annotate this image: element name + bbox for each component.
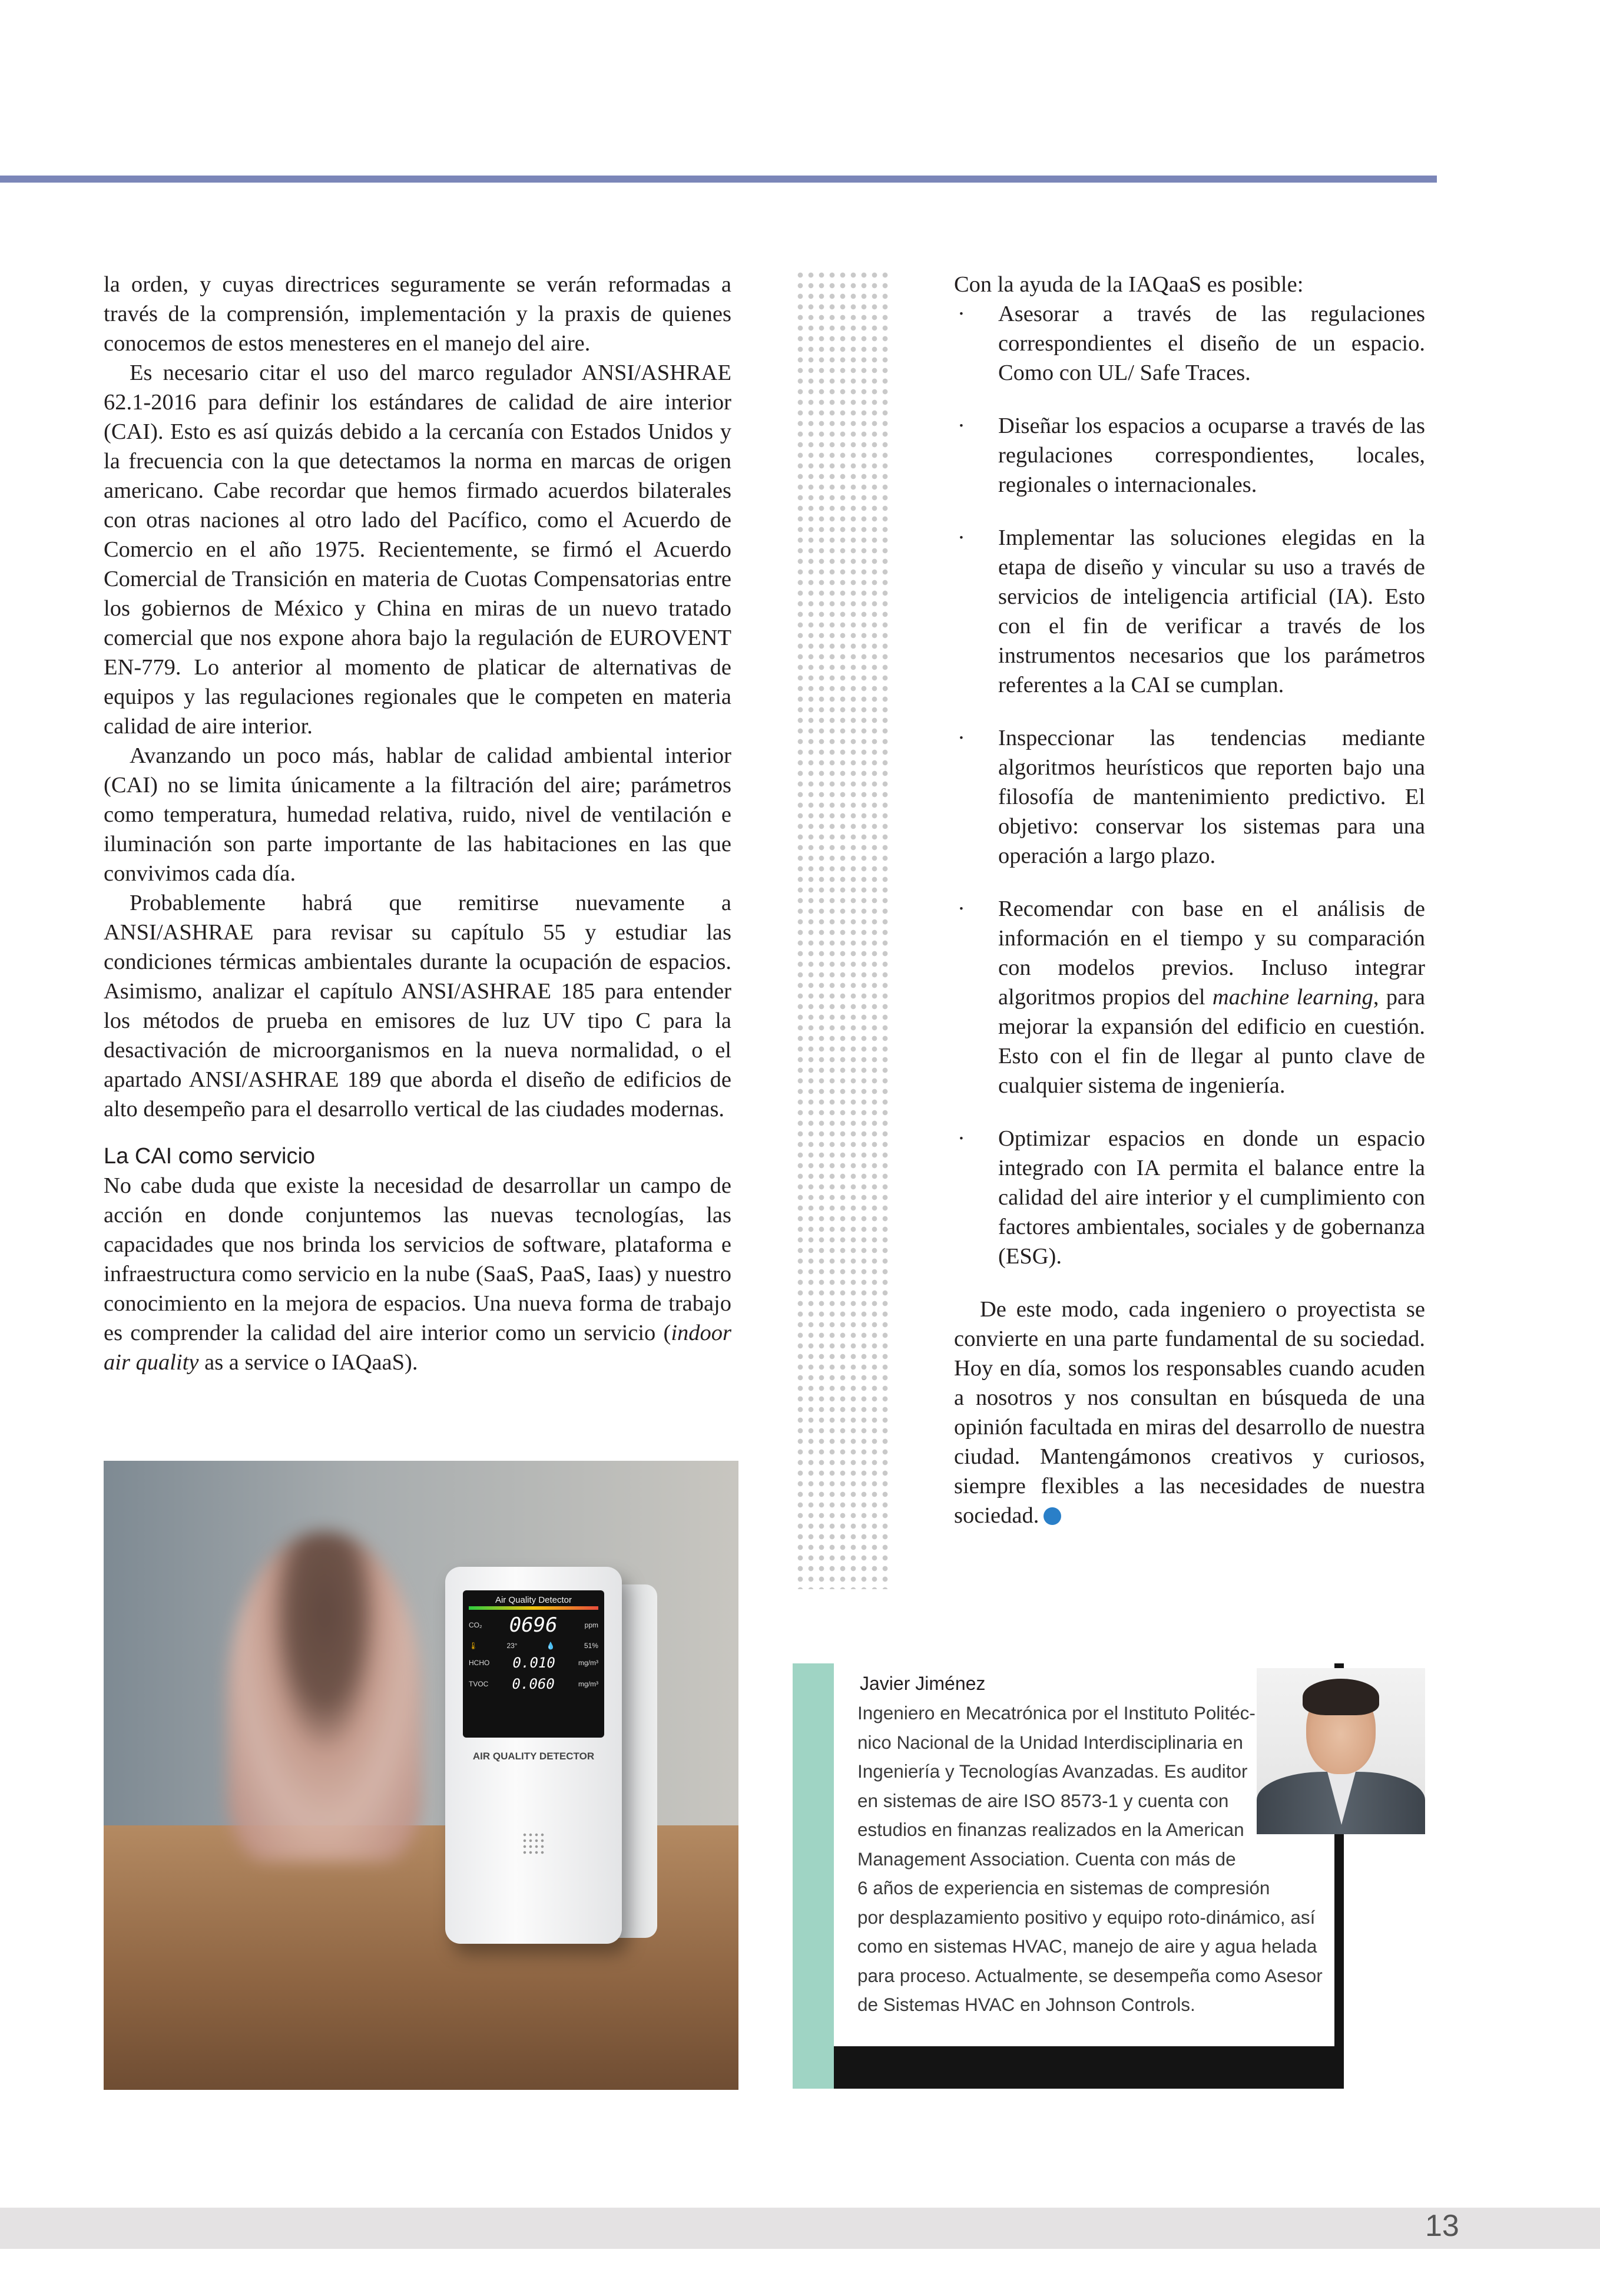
tvoc-value: 0.060 bbox=[512, 1676, 555, 1692]
hcho-value: 0.010 bbox=[512, 1655, 555, 1671]
footer-band bbox=[0, 2208, 1600, 2249]
hcho-label: HCHO bbox=[469, 1659, 490, 1667]
bio-line: Ingeniería y Tecnologías Avanzadas. Es auditor bbox=[857, 1761, 1248, 1782]
bullet-icon: · bbox=[958, 525, 965, 550]
top-rule bbox=[0, 176, 1437, 183]
bio-line: en sistemas de aire ISO 8573-1 y cuenta con bbox=[857, 1789, 1229, 1811]
bio-line: Ingeniero en Mecatrónica por el Instituto Politéc- bbox=[857, 1702, 1256, 1723]
co2-label: CO₂ bbox=[469, 1621, 482, 1629]
bullet-icon: · bbox=[958, 1126, 965, 1151]
list-item bbox=[954, 299, 1425, 388]
page-number: 13 bbox=[1425, 2209, 1459, 2243]
list-item-text-b: , para mejorar la expansión del edificio en cuestión. Esto con el fin de llegar al punto clave de cualquier sistema de ingeniería. bbox=[998, 985, 1425, 1098]
headshot-hair bbox=[1303, 1679, 1379, 1715]
thermometer-icon: 🌡 bbox=[469, 1642, 478, 1650]
list-item-text: Diseñar los espacios a ocuparse a través de las regulaciones correspondientes, locales, regionales o internacionales. bbox=[998, 413, 1425, 497]
section-heading: La CAI como servicio bbox=[104, 1144, 316, 1169]
droplet-icon: 💧 bbox=[546, 1642, 555, 1650]
bullet-list bbox=[954, 299, 1425, 1271]
list-item-text: Optimizar espacios en donde un espacio integrado con IA permita el balance entre la calidad del aire interior y el cumplimiento con factores ambientales, sociales y de gobernanza (ESG). bbox=[998, 1126, 1425, 1269]
bullet-icon: · bbox=[958, 896, 965, 921]
author-bio bbox=[857, 1699, 1323, 2020]
list-item bbox=[954, 723, 1425, 871]
end-mark-icon bbox=[1044, 1507, 1061, 1525]
bio-line: para proceso. Actualmente, se desempeña como Asesor bbox=[857, 1964, 1323, 1986]
bio-line: Management Association. Cuenta con más de bbox=[857, 1848, 1236, 1870]
tvoc-row bbox=[463, 1673, 604, 1695]
quality-scale-bar bbox=[469, 1606, 598, 1610]
device-stand bbox=[616, 1584, 657, 1938]
list-item-text: Asesorar a través de las regulaciones correspondientes el diseño de un espacio. Como con UL/ Safe Traces. bbox=[998, 302, 1425, 385]
co2-row bbox=[463, 1611, 604, 1639]
screen-title: Air Quality Detector bbox=[495, 1595, 572, 1605]
bio-accent-bar bbox=[793, 1663, 834, 2089]
bullet-icon: · bbox=[958, 726, 965, 750]
article-photo bbox=[104, 1461, 738, 2090]
paragraph-5-italic: indoor air quality bbox=[104, 1321, 731, 1375]
paragraph-5 bbox=[104, 1171, 731, 1377]
list-item-text: Implementar las soluciones elegidas en la etapa de diseño y vincular su uso a través de servicios de inteligencia artificial (IA). Esto con el fin de verificar a través de los instrumentos necesarios que los parámetros referentes a la CAI se cumplan. bbox=[998, 525, 1425, 697]
list-intro: Con la ayuda de la IAQaaS es posible: bbox=[954, 272, 1304, 297]
bio-line: nico Nacional de la Unidad Interdisciplinaria en bbox=[857, 1731, 1243, 1753]
list-item bbox=[954, 894, 1425, 1100]
paragraph-1: la orden, y cuyas directrices seguramente se verán reformadas a través de la comprensión, implementación y la praxis de quienes conocemos de estos menesteres en el manejo del aire. bbox=[104, 272, 731, 356]
closing-text: De este modo, cada ingeniero o proyectista se convierte en una parte fundamental de su sociedad. Hoy en día, somos los responsables cuando acuden a nosotros y nos consultan en búsqueda de una opinión facultada en miras del desarrollo de nuestra ciudad. Mantengámonos creativos y curiosos, siempre flexibles a las necesidades de nuestra sociedad. bbox=[954, 1297, 1425, 1528]
bullet-icon: · bbox=[958, 413, 965, 438]
device-brand-label: AIR QUALITY DETECTOR bbox=[472, 1751, 595, 1762]
climate-row bbox=[463, 1639, 604, 1652]
hcho-unit: mg/m³ bbox=[578, 1659, 598, 1667]
bio-line: 6 años de experiencia en sistemas de compresión bbox=[857, 1877, 1270, 1898]
bullet-icon: · bbox=[958, 302, 965, 326]
paragraph-3: Avanzando un poco más, hablar de calidad ambiental interior (CAI) no se limita únicamente a la filtración del aire; parámetros como temperatura, humedad relativa, ruido, nivel de ventilación e iluminación son parte importante de las habitaciones en las que convivimos cada día. bbox=[104, 743, 731, 886]
paragraph-5-text-a: No cabe duda que existe la necesidad de desarrollar un campo de acción en donde conjuntemos las nuevas tecnologías, las capacidades que nos brinda los servicios de software, plataforma e infraestructura como servicio en la nube (SaaS, PaaS, Iaas) y nuestro conocimiento en la mejora de espacios. Una nueva forma de trabajo es comprender la calidad del aire interior como un servicio ( bbox=[104, 1173, 731, 1345]
left-column bbox=[104, 270, 731, 1377]
bio-line: de Sistemas HVAC en Johnson Controls. bbox=[857, 1994, 1195, 2015]
closing-paragraph bbox=[954, 1295, 1425, 1530]
list-item bbox=[954, 1124, 1425, 1271]
list-item-text: Inspeccionar las tendencias mediante algoritmos heurísticos que reporten bajo una filosofía de mantenimiento predictivo. El objetivo: conservar los sistemas para una operación a largo plazo. bbox=[998, 726, 1425, 868]
tvoc-label: TVOC bbox=[469, 1680, 489, 1688]
paragraph-2: Es necesario citar el uso del marco regulador ANSI/ASHRAE 62.1-2016 para definir los estándares de calidad de aire interior (CAI). Esto es así quizás debido a la cercanía con Estados Unidos y la frecuencia con la que detectamos la norma en marcas de origen americano. Cabe recordar que hemos firmado acuerdos bilaterales con otras naciones al otro lado del Pacífico, como el Acuerdo de Comercio en el año 1975. Recientemente, se firmó el Acuerdo Comercial de Transición en materia de Cuotas Compensatorias entre los gobiernos de México y China en miras de un nuevo tratado comercial que nos expone ahora bajo la regulación de EUROVENT EN-779. Lo anterior al momento de platicar de alternativas de equipos y las regulaciones regionales que le competen en materia calidad de aire interior. bbox=[104, 360, 731, 739]
device-screen bbox=[463, 1590, 604, 1738]
temperature-value: 23° bbox=[506, 1642, 518, 1650]
author-name: Javier Jiménez bbox=[860, 1673, 986, 1694]
paragraph-4: Probablemente habrá que remitirse nuevamente a ANSI/ASHRAE para revisar su capítulo 55 y estudiar las condiciones térmicas ambientales durante la ocupación de espacios. Asimismo, analizar el capítulo ANSI/ASHRAE 185 para entender los métodos de prueba en emisores de luz UV tipo C para la desactivación de microorganismos en la nueva normalidad, o el apartado ANSI/ASHRAE 189 que aborda el diseño de edificios de alto desempeño para el desarrollo vertical de las ciudades modernas. bbox=[104, 891, 731, 1121]
paragraph-5-text-b: as a service o IAQaaS). bbox=[198, 1350, 418, 1375]
bio-line: como en sistemas HVAC, manejo de aire y agua helada bbox=[857, 1936, 1317, 1957]
tvoc-unit: mg/m³ bbox=[578, 1680, 598, 1688]
list-item-text-a: Recomendar con base en el análisis de información en el tiempo y su comparación con modelos previos. Incluso integrar algoritmos propios del bbox=[998, 896, 1425, 1010]
speaker-grille bbox=[522, 1832, 545, 1855]
humidity-value: 51% bbox=[584, 1642, 598, 1650]
co2-unit: ppm bbox=[584, 1621, 598, 1629]
list-item-italic: machine learning bbox=[1212, 985, 1373, 1010]
air-quality-device bbox=[445, 1567, 622, 1944]
hcho-row bbox=[463, 1652, 604, 1673]
dot-pattern-divider bbox=[795, 270, 890, 1589]
co2-value: 0696 bbox=[509, 1613, 558, 1637]
list-item bbox=[954, 523, 1425, 700]
list-item bbox=[954, 411, 1425, 499]
right-column bbox=[954, 270, 1425, 1530]
bio-line: por desplazamiento positivo y equipo roto-dinámico, así bbox=[857, 1906, 1316, 1928]
bio-line: estudios en finanzas realizados en la American bbox=[857, 1819, 1244, 1840]
author-headshot bbox=[1257, 1668, 1425, 1834]
blurred-person bbox=[227, 1531, 422, 1861]
